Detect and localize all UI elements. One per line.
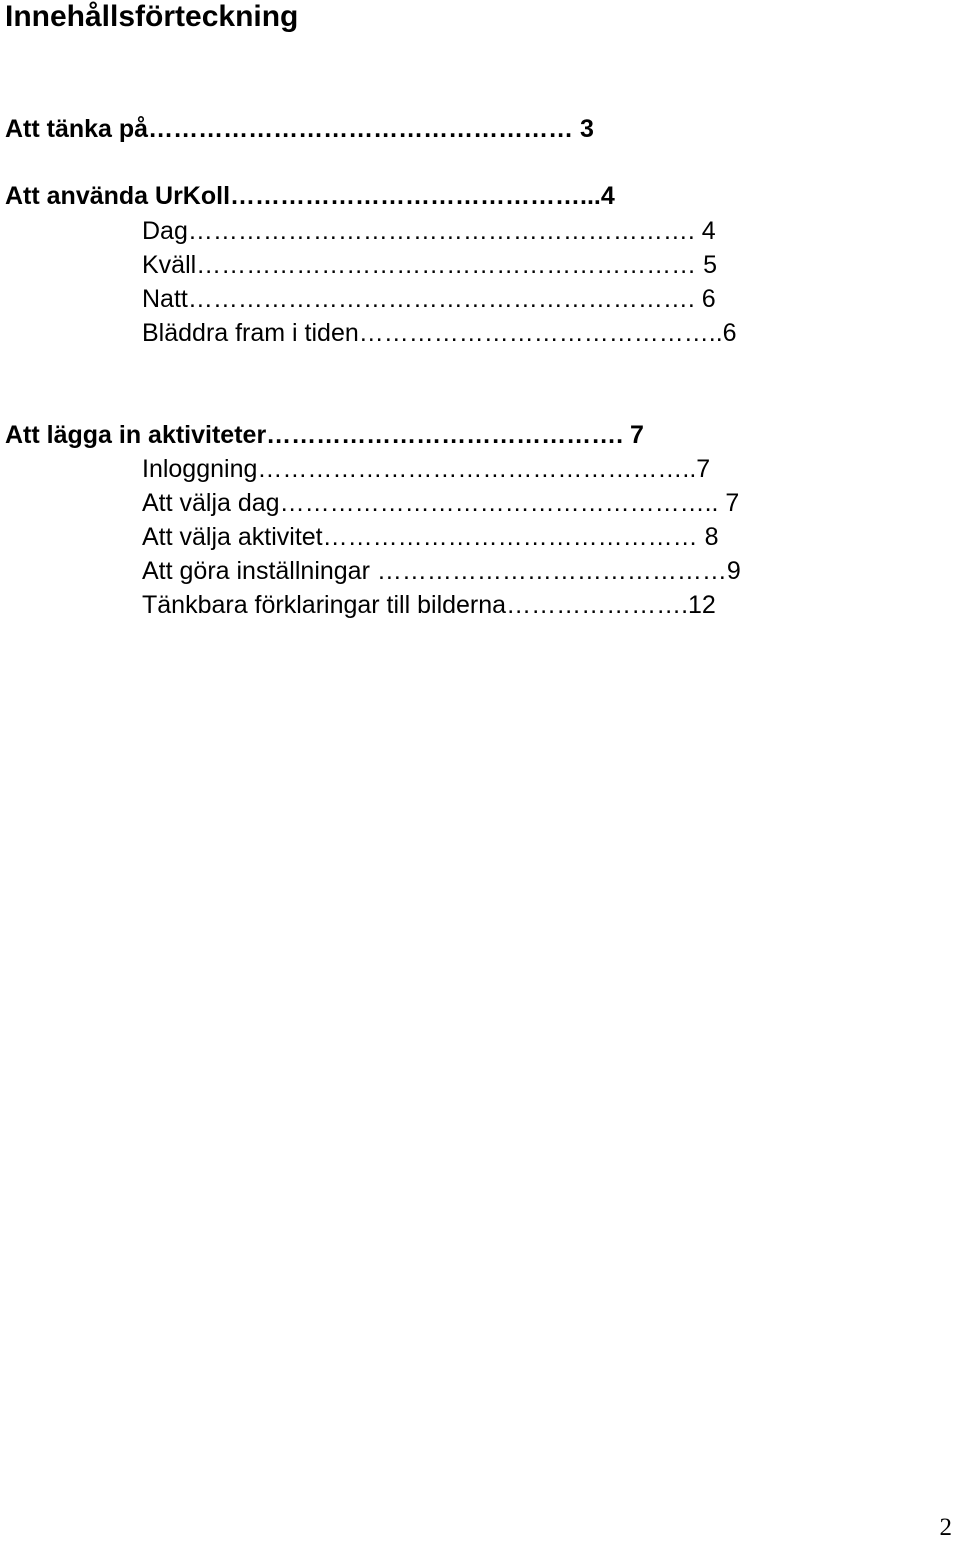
toc-entry-att-lagga-in-aktiviteter: Att lägga in aktiviteter……………………………………. 7 xyxy=(5,421,644,449)
toc-entry-tankbara-forklaringar: Tänkbara förklaringar till bilderna………………….12 xyxy=(142,591,716,619)
toc-entry-att-gora-installningar: Att göra inställningar ……………………………………9 xyxy=(142,557,741,585)
page-number: 2 xyxy=(939,1514,952,1541)
toc-entry-dag: Dag……………………………………………………. 4 xyxy=(142,217,716,245)
toc-entry-att-valja-dag: Att välja dag…………………………………………….. 7 xyxy=(142,489,740,517)
toc-entry-att-anvanda-urkoll: Att använda UrKoll……………………………………...4 xyxy=(5,182,615,210)
toc-entry-att-valja-aktivitet: Att välja aktivitet……………………………………… 8 xyxy=(142,523,719,551)
toc-entry-att-tanka-pa: Att tänka på…………………………………………… 3 xyxy=(5,115,594,143)
toc-entry-natt: Natt……………………………………………………. 6 xyxy=(142,285,716,313)
toc-entry-bladdra-fram-i-tiden: Bläddra fram i tiden……………………………………..6 xyxy=(142,319,737,347)
toc-entry-kvall: Kväll…………………………………………………… 5 xyxy=(142,251,718,279)
toc-entry-inloggning: Inloggning……………………………………………..7 xyxy=(142,455,711,483)
page-title: Innehållsförteckning xyxy=(5,0,299,33)
